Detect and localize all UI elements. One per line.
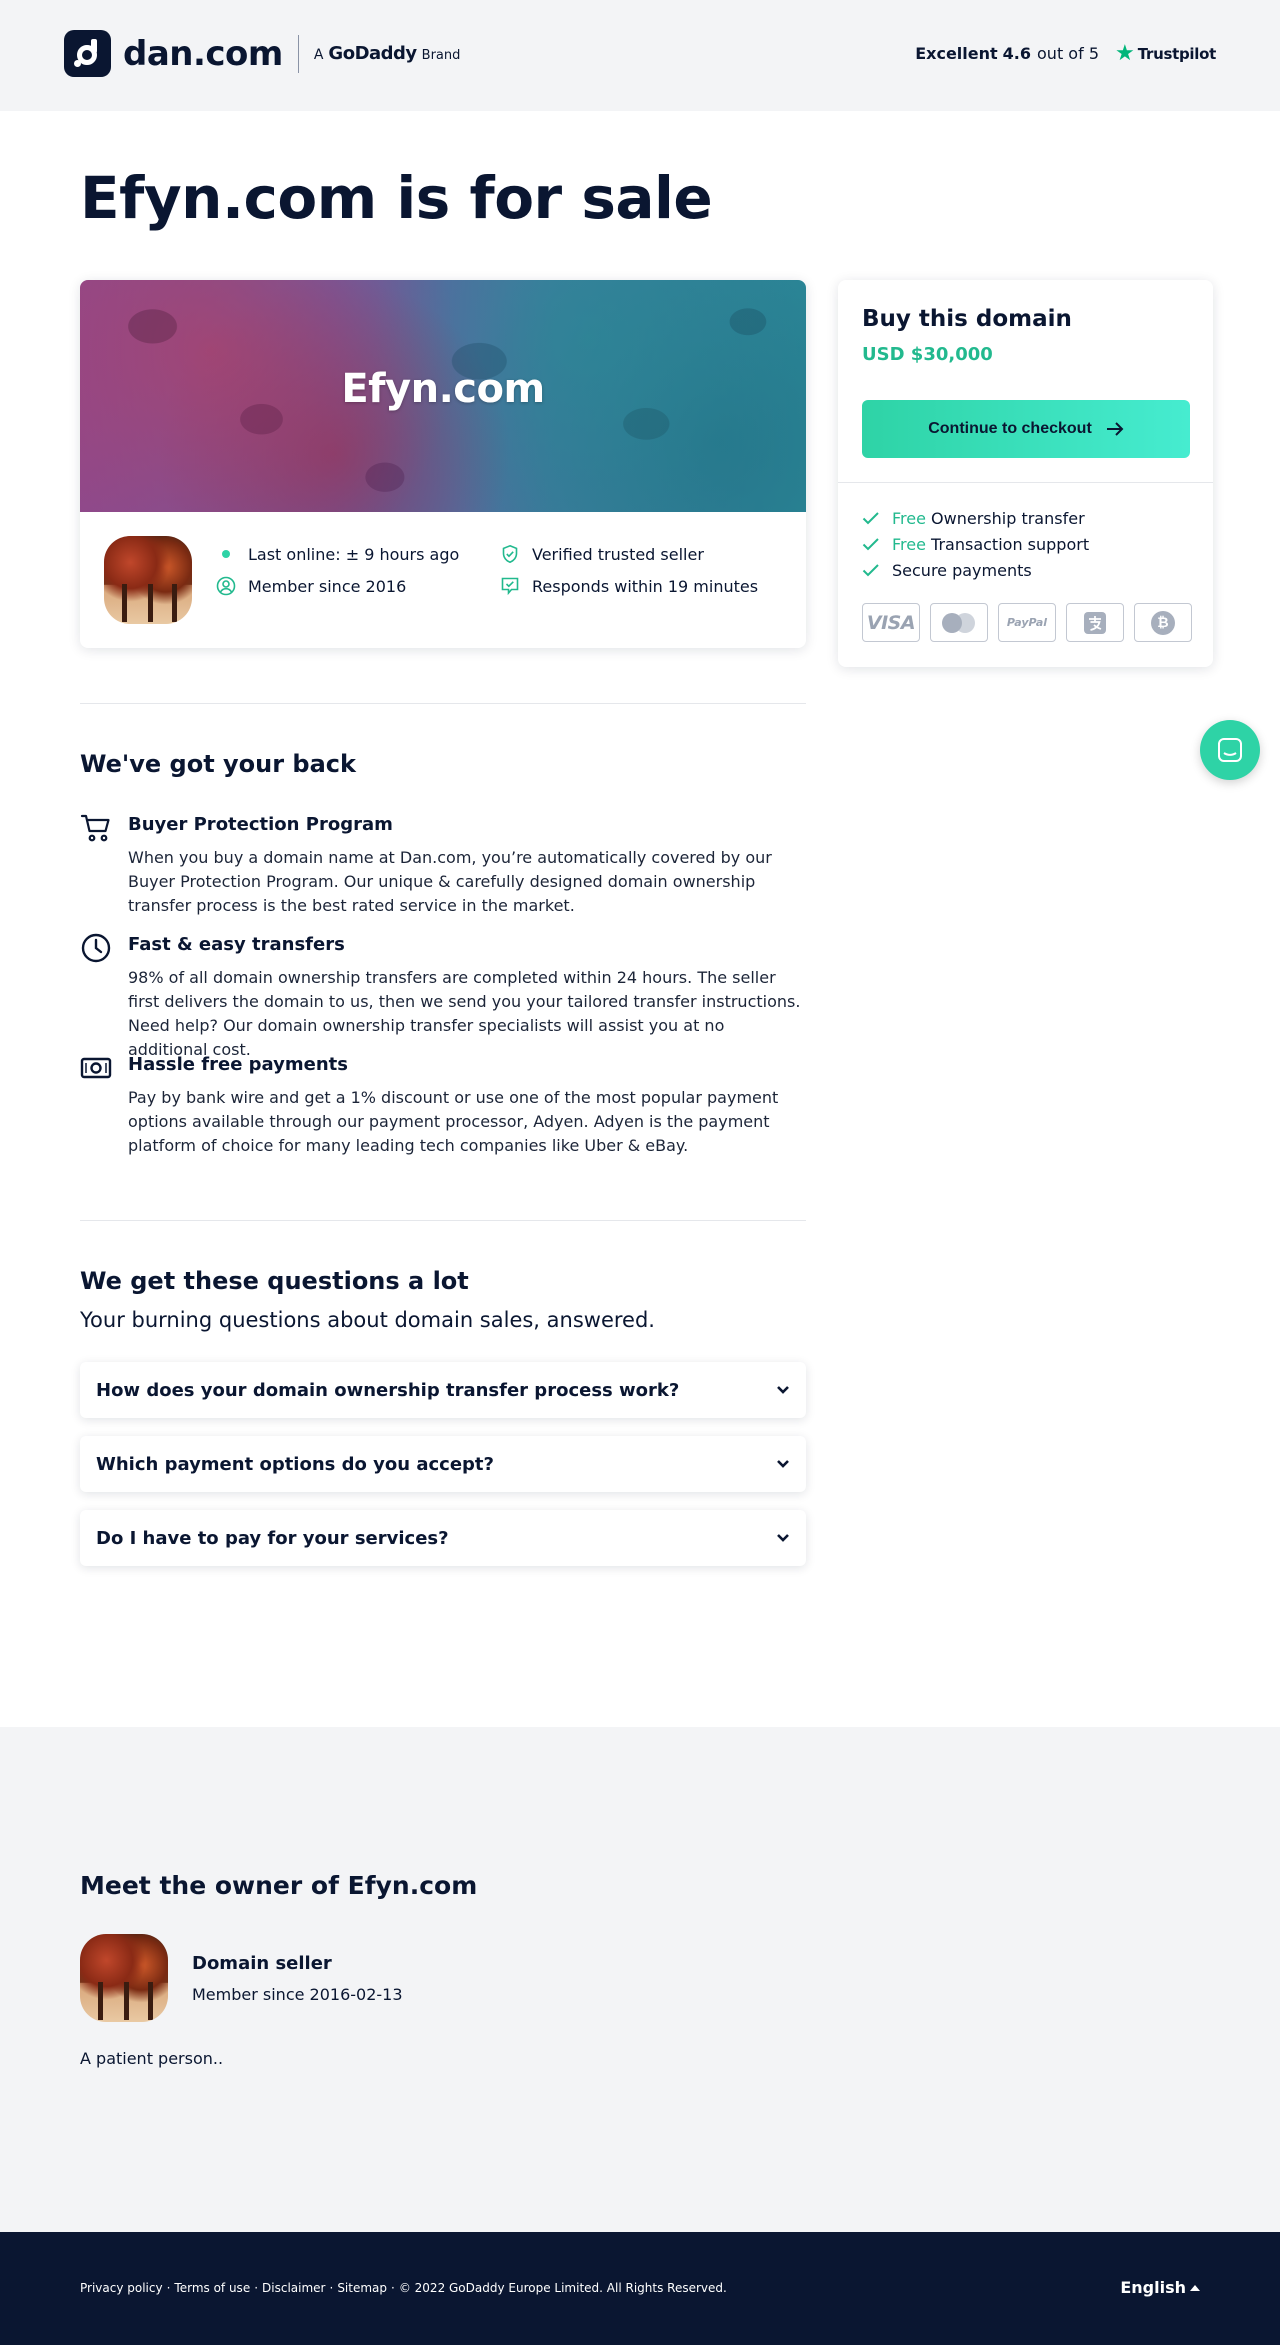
payment-methods <box>862 603 1192 642</box>
message-check-icon <box>500 576 520 596</box>
seller-avatar <box>104 536 192 624</box>
dan-logo-icon <box>64 30 111 77</box>
online-status-icon <box>216 544 236 564</box>
faq-item[interactable] <box>80 1362 806 1418</box>
domain-card <box>80 280 806 648</box>
visa-text: VISA <box>866 611 916 634</box>
benefit-text: Secure payments <box>892 560 1032 580</box>
buy-price: USD $30,000 <box>862 344 993 365</box>
brand-prefix: A <box>313 47 324 63</box>
back-section-title: We've got your back <box>80 750 356 778</box>
chevron-down-icon <box>776 1533 790 1543</box>
benefit-item <box>862 509 1089 527</box>
mastercard-icon <box>930 603 988 642</box>
logo-text: dan.com <box>123 33 283 74</box>
godaddy-brand <box>314 43 461 64</box>
faq-subtitle: Your burning questions about domain sales, answered. <box>80 1308 655 1332</box>
owner-member-since: Member since 2016-02-13 <box>192 1985 403 2004</box>
cart-icon <box>80 812 112 844</box>
clock-icon <box>80 932 112 964</box>
benefit-free: Free <box>892 534 926 554</box>
footer-link-sitemap[interactable]: Sitemap <box>337 2281 388 2295</box>
footer-links: Privacy policy · Terms of use · Disclaimer · Sitemap · © 2022 GoDaddy Europe Limited. All Rights Reserved. <box>80 2281 727 2295</box>
seller-info <box>80 512 806 648</box>
copyright: © 2022 GoDaddy Europe Limited. All Rights Reserved. <box>398 2281 727 2295</box>
language-selector[interactable] <box>1120 2278 1200 2297</box>
last-online: Last online: ± 9 hours ago <box>248 544 460 564</box>
paypal-icon <box>998 603 1056 642</box>
buy-title: Buy this domain <box>862 306 1072 332</box>
banknote-icon <box>80 1052 112 1084</box>
arrow-right-icon <box>1106 421 1124 437</box>
bitcoin-icon <box>1134 603 1192 642</box>
faq-title: We get these questions a lot <box>80 1267 469 1295</box>
shield-check-icon <box>500 544 520 564</box>
brand-suffix: Brand <box>421 48 461 63</box>
hero-domain-name: Efyn.com <box>341 366 545 412</box>
section-divider <box>80 703 806 704</box>
owner-avatar <box>80 1934 168 2022</box>
check-icon <box>862 511 880 525</box>
trustpilot-out-of: out of 5 <box>1037 44 1099 63</box>
faq-question: Which payment options do you accept? <box>96 1453 494 1475</box>
verified-seller: Verified trusted seller <box>532 544 704 564</box>
member-since: Member since 2016 <box>248 576 407 596</box>
dan-logo[interactable] <box>64 30 460 77</box>
owner-title: Meet the owner of Efyn.com <box>80 1871 478 1900</box>
benefit-text: Ownership transfer <box>931 508 1085 528</box>
paypal-text: PayPal <box>1006 616 1048 629</box>
owner-bio: A patient person.. <box>80 2049 224 2068</box>
faq-item[interactable] <box>80 1510 806 1566</box>
visa-icon <box>862 603 920 642</box>
site-header <box>0 0 1280 111</box>
feature-title: Buyer Protection Program <box>128 814 393 835</box>
trustpilot-rating-word: Excellent <box>915 44 998 63</box>
owner-name: Domain seller <box>192 1953 332 1974</box>
trustpilot-score: 4.6 <box>1002 44 1032 63</box>
site-footer <box>0 2232 1280 2345</box>
trustpilot-name: Trustpilot <box>1137 44 1216 63</box>
benefit-free: Free <box>892 508 926 528</box>
user-circle-icon <box>216 576 236 596</box>
feature-body: When you buy a domain name at Dan.com, you’re automatically covered by our Buyer Protection Program. Our unique & carefully designed domain ownership transfer process is the best rated service in the market. <box>128 848 772 915</box>
bitcoin-symbol: ₿ <box>1151 611 1175 635</box>
page-title <box>80 160 712 236</box>
checkout-button[interactable] <box>862 400 1190 458</box>
chat-icon <box>1216 736 1244 764</box>
domain-hero-image <box>80 280 806 512</box>
buy-divider <box>838 482 1213 483</box>
logo-divider <box>298 35 299 73</box>
trustpilot-widget[interactable] <box>915 40 1216 66</box>
check-icon <box>862 537 880 551</box>
chevron-down-icon <box>776 1385 790 1395</box>
response-time: Responds within 19 minutes <box>532 576 759 596</box>
feature-body: 98% of all domain ownership transfers are completed within 24 hours. The seller first delivers the domain to us, then we send you your tailored transfer instructions. Need help? Our domain ownership transfer specialists will assist you at no additional cost. <box>128 968 801 1059</box>
faq-question: How does your domain ownership transfer process work? <box>96 1379 680 1401</box>
chevron-down-icon <box>776 1459 790 1469</box>
footer-link-disclaimer[interactable]: Disclaimer <box>262 2281 326 2295</box>
faq-question: Do I have to pay for your services? <box>96 1527 449 1549</box>
benefit-item <box>862 561 1089 579</box>
faq-item[interactable] <box>80 1436 806 1492</box>
chat-button[interactable] <box>1200 720 1260 780</box>
benefit-text: Transaction support <box>931 534 1090 554</box>
benefit-item <box>862 535 1089 553</box>
benefits-list <box>862 509 1089 579</box>
footer-link-privacy[interactable]: Privacy policy <box>80 2281 163 2295</box>
footer-link-terms[interactable]: Terms of use <box>174 2281 251 2295</box>
title-suffix: is for sale <box>396 164 713 232</box>
feature-title: Hassle free payments <box>128 1054 348 1075</box>
check-icon <box>862 563 880 577</box>
language-label: English <box>1120 2278 1186 2297</box>
owner-section <box>0 1727 1280 2232</box>
feature-body: Pay by bank wire and get a 1% discount or use one of the most popular payment options available through our payment processor, Adyen. Adyen is the payment platform of choice for many leading tech companies like Uber & eBay. <box>128 1088 779 1155</box>
alipay-icon <box>1066 603 1124 642</box>
checkout-label: Continue to checkout <box>928 420 1092 437</box>
title-domain: Efyn.com <box>80 164 377 232</box>
caret-up-icon <box>1190 2285 1200 2291</box>
trustpilot-star-icon: ★ <box>1115 40 1135 66</box>
buy-box <box>838 280 1213 667</box>
feature-title: Fast & easy transfers <box>128 934 345 955</box>
section-divider <box>80 1220 806 1221</box>
brand-name: GoDaddy <box>328 43 417 64</box>
